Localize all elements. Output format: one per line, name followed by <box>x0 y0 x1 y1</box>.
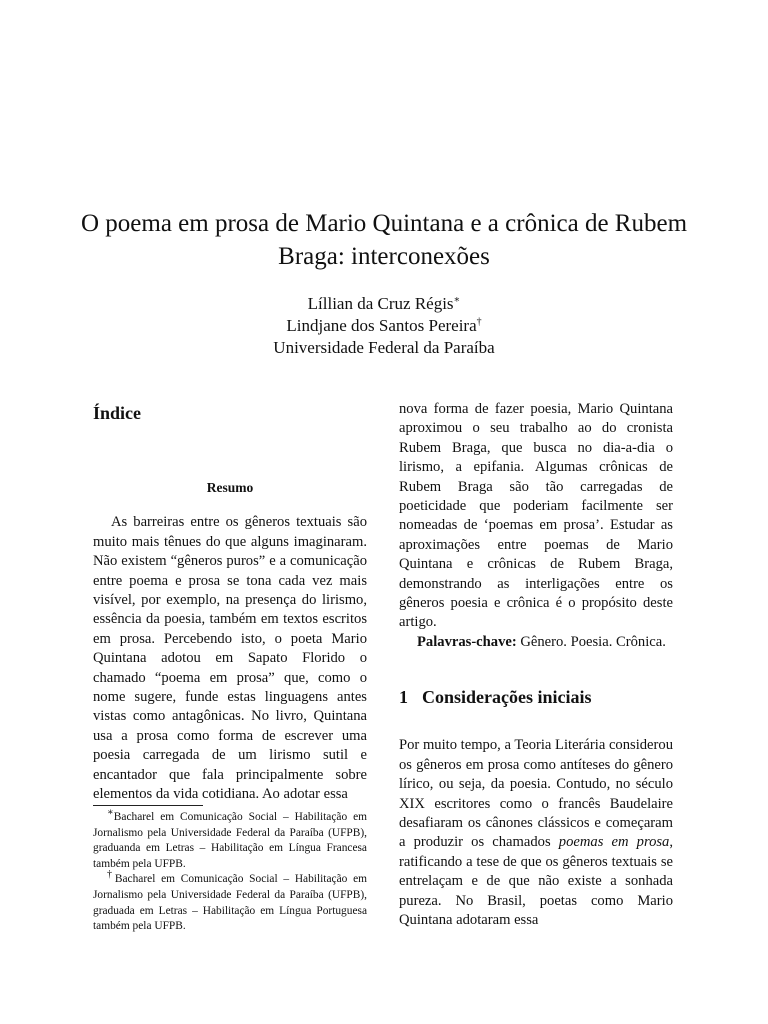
author-block <box>60 293 708 359</box>
index-heading: Índice <box>93 403 142 423</box>
abstract-continuation: nova forma de fazer poesia, Mario Quintana aproximou o seu trabalho ao do cronista Rubem Braga, que busca no dia-a-dia o lirismo, a epifania. Algumas crônicas de Rubem Braga são tão carregadas de poeticidade que poderiam facilmente ser nomeadas de ‘poemas em prosa’. Estudar as aproximações entre poemas de Mario Quintana e crônicas de Rubem Braga, demonstrando as interligações entre os gêneros poesia e crônica é o propósito deste artigo. <box>399 401 673 631</box>
abstract-paragraph: As barreiras entre os gêneros textuais são muito mais tênues do que alguns imaginaram. Não existem “gêneros puros” e a comunicação entre poema e prosa se tona cada vez mais visível, por exemplo, na presença do lirismo, essência da poesia, também em textos escritos em prosa. Percebendo isto, o poeta Mario Quintana adotou em Sapato Florido o chamado “poema em prosa” que, como o nome sugere, funde estas linguagens antes vistas como antagônicas. No livro, Quintana usa a prosa como forma de escrever uma poesia carregada de um lirismo sutil e encantador que fala principalmente sobre elementos da vida cotidiana. Ao adotar essa <box>93 514 367 803</box>
footnote-2 <box>93 869 367 934</box>
author-1 <box>60 293 708 315</box>
author-1-name: Líllian da Cruz Régis <box>307 294 454 313</box>
footnote-1 <box>93 807 367 872</box>
body-emphasis: poemas em prosa <box>558 834 670 851</box>
footnote-1-text: Bacharel em Comunicação Social – Habilitação em Jornalismo pela Universidade Federal da Paraíba (UFPB), graduanda em Letras – Habilitação em Língua Francesa também pela UFPB. <box>93 811 367 870</box>
section-number: 1 <box>399 687 408 708</box>
body-paragraph <box>399 736 673 930</box>
footnotes <box>93 807 367 935</box>
body-text-1: Por muito tempo, a Teoria Literária considerou os gêneros em prosa como antíteses do gênero lírico, ou seja, da poesia. Contudo, no século XIX escritores como o francês Baudelaire desafiaram os cânones clássicos e começaram a produzir os chamados <box>399 737 673 851</box>
left-column <box>93 400 367 805</box>
affiliation: Universidade Federal da Paraíba <box>273 338 495 357</box>
footnote-2-mark: † <box>107 869 115 881</box>
right-column <box>399 400 673 930</box>
keywords-label: Palavras-chave: <box>417 633 517 650</box>
footnote-rule <box>93 805 203 806</box>
body-text-2: , ratificando a tese de que os gêneros textuais se entrelaçam e de que não existe a sonhada pureza. No Brasil, poetas como Mario Quintana adotaram essa <box>399 834 674 928</box>
paper-title: O poema em prosa de Mario Quintana e a crônica de Rubem Braga: interconexões <box>80 210 688 270</box>
section-title: Considerações iniciais <box>422 687 592 708</box>
author-2-mark: † <box>476 316 482 328</box>
keywords-text: Gênero. Poesia. Crônica. <box>520 633 666 650</box>
author-1-mark: ∗ <box>453 294 461 306</box>
author-2-name: Lindjane dos Santos Pereira <box>286 316 477 335</box>
section-heading <box>399 684 673 710</box>
footnote-2-text: Bacharel em Comunicação Social – Habilitação em Jornalismo pela Universidade Federal da Paraíba (UFPB), graduada em Letras – Habilitação em Língua Portuguesa também pela UFPB. <box>93 873 367 933</box>
footnote-1-mark: ∗ <box>107 807 114 819</box>
keywords-line <box>399 633 673 652</box>
author-2 <box>60 315 708 337</box>
abstract-heading: Resumo <box>206 480 254 495</box>
